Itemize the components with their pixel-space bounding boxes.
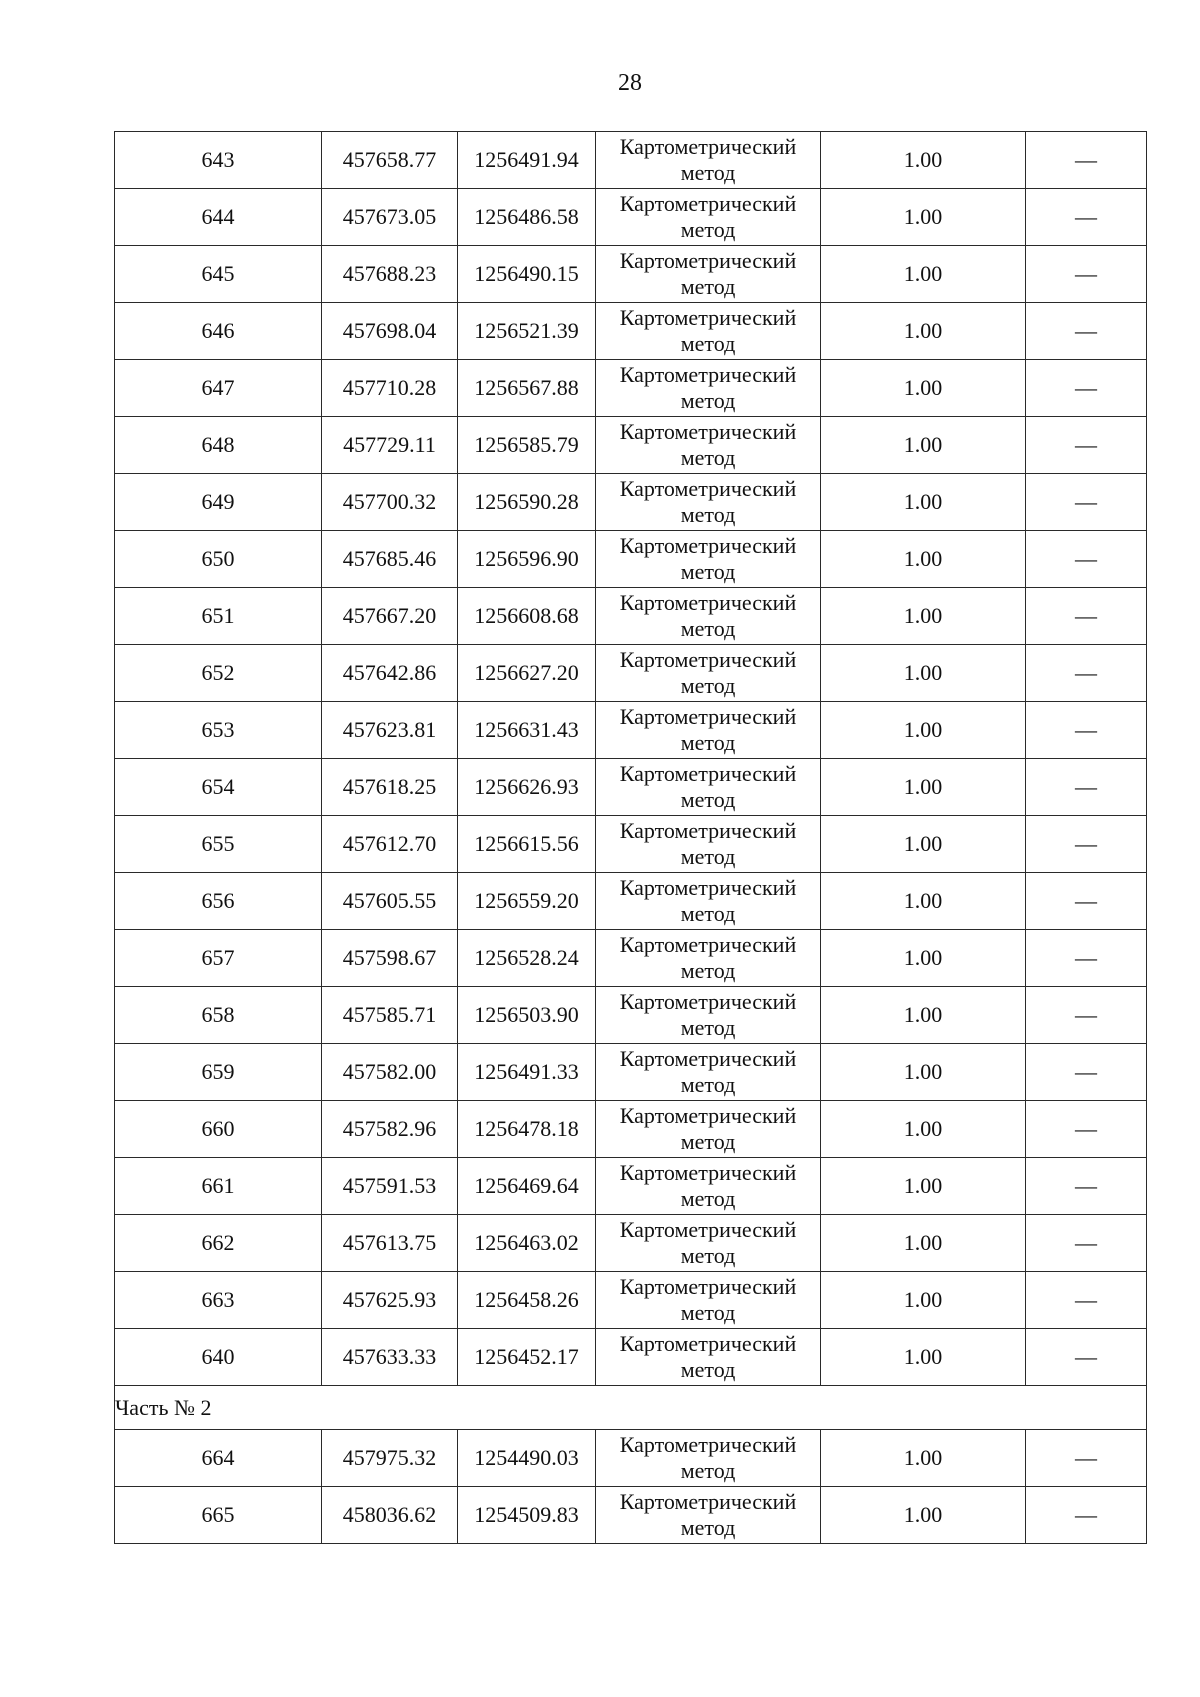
note-cell: — bbox=[1026, 645, 1147, 702]
precision-cell: 1.00 bbox=[821, 132, 1026, 189]
x-coordinate-cell: 457582.00 bbox=[322, 1044, 458, 1101]
point-number-cell: 663 bbox=[115, 1272, 322, 1329]
table-row bbox=[115, 474, 1147, 531]
method-line-1: Картометрический bbox=[619, 818, 797, 843]
method-cell bbox=[596, 303, 821, 360]
method-line-1: Картометрический bbox=[619, 134, 797, 159]
point-number-cell: 656 bbox=[115, 873, 322, 930]
method-cell bbox=[596, 1329, 821, 1386]
y-coordinate-cell: 1256486.58 bbox=[458, 189, 596, 246]
table-row bbox=[115, 189, 1147, 246]
point-number-cell: 652 bbox=[115, 645, 322, 702]
method-cell bbox=[596, 702, 821, 759]
point-number-cell: 645 bbox=[115, 246, 322, 303]
x-coordinate-cell: 457688.23 bbox=[322, 246, 458, 303]
method-cell bbox=[596, 645, 821, 702]
method-cell bbox=[596, 1430, 821, 1487]
precision-cell: 1.00 bbox=[821, 246, 1026, 303]
method-line-1: Картометрический bbox=[619, 1274, 797, 1299]
y-coordinate-cell: 1256503.90 bbox=[458, 987, 596, 1044]
point-number-cell: 659 bbox=[115, 1044, 322, 1101]
y-coordinate-cell: 1256478.18 bbox=[458, 1101, 596, 1158]
y-coordinate-cell: 1256469.64 bbox=[458, 1158, 596, 1215]
method-line-1: Картометрический bbox=[619, 191, 797, 216]
precision-cell: 1.00 bbox=[821, 759, 1026, 816]
table-row bbox=[115, 1487, 1147, 1544]
table-row bbox=[115, 246, 1147, 303]
coordinates-table-body bbox=[115, 132, 1147, 1544]
table-row bbox=[115, 1044, 1147, 1101]
note-cell: — bbox=[1026, 474, 1147, 531]
method-cell bbox=[596, 1101, 821, 1158]
note-cell: — bbox=[1026, 987, 1147, 1044]
table-row bbox=[115, 702, 1147, 759]
table-row bbox=[115, 303, 1147, 360]
precision-cell: 1.00 bbox=[821, 1329, 1026, 1386]
y-coordinate-cell: 1256491.94 bbox=[458, 132, 596, 189]
note-cell: — bbox=[1026, 246, 1147, 303]
x-coordinate-cell: 457698.04 bbox=[322, 303, 458, 360]
precision-cell: 1.00 bbox=[821, 1158, 1026, 1215]
x-coordinate-cell: 457729.11 bbox=[322, 417, 458, 474]
method-line-1: Картометрический bbox=[619, 590, 797, 615]
note-cell: — bbox=[1026, 873, 1147, 930]
precision-cell: 1.00 bbox=[821, 1487, 1026, 1544]
x-coordinate-cell: 457613.75 bbox=[322, 1215, 458, 1272]
note-cell: — bbox=[1026, 816, 1147, 873]
y-coordinate-cell: 1256528.24 bbox=[458, 930, 596, 987]
method-line-2: метод bbox=[680, 1515, 736, 1540]
x-coordinate-cell: 458036.62 bbox=[322, 1487, 458, 1544]
precision-cell: 1.00 bbox=[821, 417, 1026, 474]
method-line-1: Картометрический bbox=[619, 362, 797, 387]
x-coordinate-cell: 457667.20 bbox=[322, 588, 458, 645]
point-number-cell: 650 bbox=[115, 531, 322, 588]
y-coordinate-cell: 1256452.17 bbox=[458, 1329, 596, 1386]
point-number-cell: 646 bbox=[115, 303, 322, 360]
x-coordinate-cell: 457625.93 bbox=[322, 1272, 458, 1329]
table-row bbox=[115, 1101, 1147, 1158]
table-row bbox=[115, 816, 1147, 873]
table-row bbox=[115, 759, 1147, 816]
method-line-2: метод bbox=[680, 730, 736, 755]
method-line-2: метод bbox=[680, 958, 736, 983]
method-cell bbox=[596, 588, 821, 645]
method-line-1: Картометрический bbox=[619, 248, 797, 273]
method-line-2: метод bbox=[680, 1243, 736, 1268]
table-row bbox=[115, 360, 1147, 417]
note-cell: — bbox=[1026, 1044, 1147, 1101]
point-number-cell: 661 bbox=[115, 1158, 322, 1215]
method-line-1: Картометрический bbox=[619, 1217, 797, 1242]
method-line-2: метод bbox=[680, 1300, 736, 1325]
note-cell: — bbox=[1026, 1158, 1147, 1215]
precision-cell: 1.00 bbox=[821, 360, 1026, 417]
table-row bbox=[115, 417, 1147, 474]
method-line-1: Картометрический bbox=[619, 305, 797, 330]
point-number-cell: 664 bbox=[115, 1430, 322, 1487]
method-line-2: метод bbox=[680, 1072, 736, 1097]
precision-cell: 1.00 bbox=[821, 873, 1026, 930]
note-cell: — bbox=[1026, 1430, 1147, 1487]
note-cell: — bbox=[1026, 303, 1147, 360]
precision-cell: 1.00 bbox=[821, 987, 1026, 1044]
method-cell bbox=[596, 417, 821, 474]
method-line-1: Картометрический bbox=[619, 1432, 797, 1457]
precision-cell: 1.00 bbox=[821, 1215, 1026, 1272]
method-line-2: метод bbox=[680, 901, 736, 926]
method-cell bbox=[596, 360, 821, 417]
point-number-cell: 658 bbox=[115, 987, 322, 1044]
x-coordinate-cell: 457685.46 bbox=[322, 531, 458, 588]
x-coordinate-cell: 457591.53 bbox=[322, 1158, 458, 1215]
table-row bbox=[115, 132, 1147, 189]
method-line-2: метод bbox=[680, 1186, 736, 1211]
note-cell: — bbox=[1026, 1215, 1147, 1272]
point-number-cell: 647 bbox=[115, 360, 322, 417]
method-line-2: метод bbox=[680, 388, 736, 413]
table-row bbox=[115, 1158, 1147, 1215]
y-coordinate-cell: 1256590.28 bbox=[458, 474, 596, 531]
method-line-1: Картометрический bbox=[619, 1103, 797, 1128]
table-row bbox=[115, 1215, 1147, 1272]
precision-cell: 1.00 bbox=[821, 1430, 1026, 1487]
x-coordinate-cell: 457585.71 bbox=[322, 987, 458, 1044]
x-coordinate-cell: 457633.33 bbox=[322, 1329, 458, 1386]
note-cell: — bbox=[1026, 930, 1147, 987]
x-coordinate-cell: 457975.32 bbox=[322, 1430, 458, 1487]
precision-cell: 1.00 bbox=[821, 702, 1026, 759]
method-line-1: Картометрический bbox=[619, 875, 797, 900]
note-cell: — bbox=[1026, 360, 1147, 417]
y-coordinate-cell: 1256491.33 bbox=[458, 1044, 596, 1101]
x-coordinate-cell: 457605.55 bbox=[322, 873, 458, 930]
method-cell bbox=[596, 531, 821, 588]
method-line-2: метод bbox=[680, 1357, 736, 1382]
x-coordinate-cell: 457658.77 bbox=[322, 132, 458, 189]
note-cell: — bbox=[1026, 417, 1147, 474]
point-number-cell: 654 bbox=[115, 759, 322, 816]
precision-cell: 1.00 bbox=[821, 930, 1026, 987]
note-cell: — bbox=[1026, 1272, 1147, 1329]
note-cell: — bbox=[1026, 132, 1147, 189]
point-number-cell: 640 bbox=[115, 1329, 322, 1386]
point-number-cell: 653 bbox=[115, 702, 322, 759]
section-row bbox=[115, 1386, 1147, 1430]
method-line-2: метод bbox=[680, 445, 736, 470]
method-cell bbox=[596, 132, 821, 189]
precision-cell: 1.00 bbox=[821, 531, 1026, 588]
table-row bbox=[115, 930, 1147, 987]
method-line-2: метод bbox=[680, 274, 736, 299]
method-cell bbox=[596, 987, 821, 1044]
method-line-2: метод bbox=[680, 559, 736, 584]
y-coordinate-cell: 1256567.88 bbox=[458, 360, 596, 417]
method-line-2: метод bbox=[680, 1458, 736, 1483]
method-line-2: метод bbox=[680, 331, 736, 356]
precision-cell: 1.00 bbox=[821, 816, 1026, 873]
point-number-cell: 643 bbox=[115, 132, 322, 189]
method-cell bbox=[596, 930, 821, 987]
y-coordinate-cell: 1256626.93 bbox=[458, 759, 596, 816]
method-line-2: метод bbox=[680, 616, 736, 641]
method-cell bbox=[596, 1044, 821, 1101]
point-number-cell: 657 bbox=[115, 930, 322, 987]
x-coordinate-cell: 457642.86 bbox=[322, 645, 458, 702]
precision-cell: 1.00 bbox=[821, 1272, 1026, 1329]
method-line-1: Картометрический bbox=[619, 932, 797, 957]
method-line-2: метод bbox=[680, 787, 736, 812]
y-coordinate-cell: 1256559.20 bbox=[458, 873, 596, 930]
method-line-1: Картометрический bbox=[619, 647, 797, 672]
method-cell bbox=[596, 246, 821, 303]
x-coordinate-cell: 457598.67 bbox=[322, 930, 458, 987]
x-coordinate-cell: 457700.32 bbox=[322, 474, 458, 531]
x-coordinate-cell: 457612.70 bbox=[322, 816, 458, 873]
precision-cell: 1.00 bbox=[821, 645, 1026, 702]
precision-cell: 1.00 bbox=[821, 1044, 1026, 1101]
table-row bbox=[115, 1430, 1147, 1487]
table-row bbox=[115, 987, 1147, 1044]
method-line-1: Картометрический bbox=[619, 989, 797, 1014]
point-number-cell: 655 bbox=[115, 816, 322, 873]
precision-cell: 1.00 bbox=[821, 474, 1026, 531]
point-number-cell: 665 bbox=[115, 1487, 322, 1544]
method-cell bbox=[596, 1215, 821, 1272]
table-row bbox=[115, 531, 1147, 588]
y-coordinate-cell: 1256615.56 bbox=[458, 816, 596, 873]
x-coordinate-cell: 457582.96 bbox=[322, 1101, 458, 1158]
method-line-2: метод bbox=[680, 1015, 736, 1040]
note-cell: — bbox=[1026, 1487, 1147, 1544]
method-line-1: Картометрический bbox=[619, 1331, 797, 1356]
point-number-cell: 649 bbox=[115, 474, 322, 531]
point-number-cell: 651 bbox=[115, 588, 322, 645]
table-row bbox=[115, 1329, 1147, 1386]
y-coordinate-cell: 1256631.43 bbox=[458, 702, 596, 759]
method-cell bbox=[596, 1487, 821, 1544]
method-line-2: метод bbox=[680, 673, 736, 698]
method-line-1: Картометрический bbox=[619, 419, 797, 444]
precision-cell: 1.00 bbox=[821, 1101, 1026, 1158]
coordinates-table bbox=[114, 131, 1147, 1544]
y-coordinate-cell: 1254490.03 bbox=[458, 1430, 596, 1487]
note-cell: — bbox=[1026, 1329, 1147, 1386]
method-cell bbox=[596, 189, 821, 246]
note-cell: — bbox=[1026, 1101, 1147, 1158]
note-cell: — bbox=[1026, 759, 1147, 816]
precision-cell: 1.00 bbox=[821, 189, 1026, 246]
precision-cell: 1.00 bbox=[821, 588, 1026, 645]
note-cell: — bbox=[1026, 588, 1147, 645]
y-coordinate-cell: 1256490.15 bbox=[458, 246, 596, 303]
table-row bbox=[115, 588, 1147, 645]
precision-cell: 1.00 bbox=[821, 303, 1026, 360]
y-coordinate-cell: 1256585.79 bbox=[458, 417, 596, 474]
method-line-1: Картометрический bbox=[619, 1046, 797, 1071]
method-line-1: Картометрический bbox=[619, 1160, 797, 1185]
method-line-2: метод bbox=[680, 844, 736, 869]
y-coordinate-cell: 1256463.02 bbox=[458, 1215, 596, 1272]
note-cell: — bbox=[1026, 702, 1147, 759]
x-coordinate-cell: 457710.28 bbox=[322, 360, 458, 417]
table-row bbox=[115, 1272, 1147, 1329]
point-number-cell: 660 bbox=[115, 1101, 322, 1158]
method-line-1: Картометрический bbox=[619, 761, 797, 786]
x-coordinate-cell: 457618.25 bbox=[322, 759, 458, 816]
section-label: Часть № 2 bbox=[115, 1386, 1147, 1430]
table-row bbox=[115, 873, 1147, 930]
method-line-1: Картометрический bbox=[619, 476, 797, 501]
point-number-cell: 648 bbox=[115, 417, 322, 474]
method-line-1: Картометрический bbox=[619, 704, 797, 729]
x-coordinate-cell: 457623.81 bbox=[322, 702, 458, 759]
method-line-2: метод bbox=[680, 160, 736, 185]
method-cell bbox=[596, 759, 821, 816]
y-coordinate-cell: 1256608.68 bbox=[458, 588, 596, 645]
method-cell bbox=[596, 1158, 821, 1215]
method-cell bbox=[596, 1272, 821, 1329]
note-cell: — bbox=[1026, 189, 1147, 246]
table-row bbox=[115, 645, 1147, 702]
point-number-cell: 662 bbox=[115, 1215, 322, 1272]
note-cell: — bbox=[1026, 531, 1147, 588]
y-coordinate-cell: 1256596.90 bbox=[458, 531, 596, 588]
x-coordinate-cell: 457673.05 bbox=[322, 189, 458, 246]
method-cell bbox=[596, 873, 821, 930]
method-line-1: Картометрический bbox=[619, 1489, 797, 1514]
method-line-2: метод bbox=[680, 502, 736, 527]
method-line-1: Картометрический bbox=[619, 533, 797, 558]
y-coordinate-cell: 1254509.83 bbox=[458, 1487, 596, 1544]
point-number-cell: 644 bbox=[115, 189, 322, 246]
method-cell bbox=[596, 474, 821, 531]
method-cell bbox=[596, 816, 821, 873]
method-line-2: метод bbox=[680, 217, 736, 242]
y-coordinate-cell: 1256627.20 bbox=[458, 645, 596, 702]
y-coordinate-cell: 1256521.39 bbox=[458, 303, 596, 360]
method-line-2: метод bbox=[680, 1129, 736, 1154]
page-number: 28 bbox=[618, 70, 642, 96]
y-coordinate-cell: 1256458.26 bbox=[458, 1272, 596, 1329]
